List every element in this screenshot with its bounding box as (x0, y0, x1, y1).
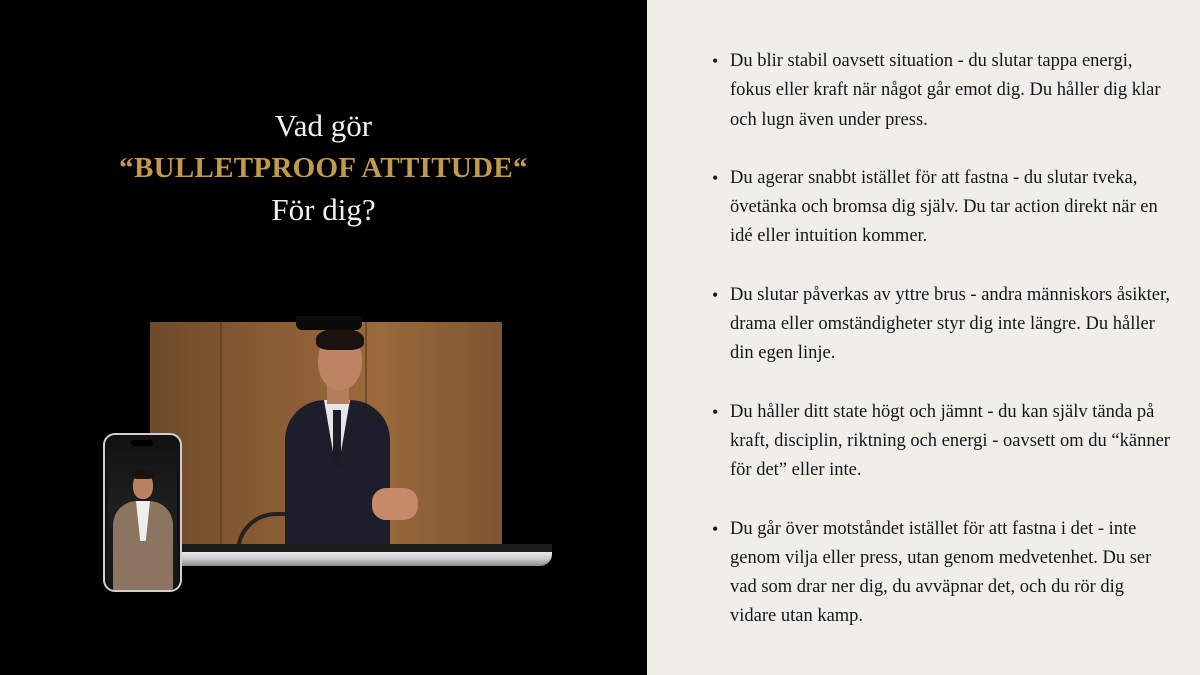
headline (40, 105, 607, 231)
phone-dynamic-island (131, 440, 153, 446)
headline-line-3: För dig? (271, 192, 376, 227)
benefit-item-1: • Du blir stabil oavsett situation - du slutar tappa energi, fokus eller kraft när något går emot dig. Du håller dig klar och lugn även under press. (712, 47, 1172, 135)
laptop-camera-notch (296, 316, 362, 330)
laptop-base (150, 552, 552, 566)
headline-highlight: “BULLETPROOF ATTITUDE“ (119, 152, 528, 184)
benefits-list (712, 47, 1172, 661)
benefit-item-3: • Du slutar påverkas av yttre brus - andra människors åsikter, drama eller omständigheter styr dig inte längre. Du håller din egen linje. (712, 281, 1172, 369)
headline-line-1: Vad gör (274, 108, 373, 143)
benefit-item-4: • Du håller ditt state högt och jämnt - du kan själv tända på kraft, disciplin, riktning och energi - oavsett om du “känner för det” eller inte. (712, 398, 1172, 486)
benefit-item-2: • Du agerar snabbt istället för att fastna - du slutar tveka, övetänka och bromsa dig själv. Du tar action direkt när en idé eller intuition kommer. (712, 164, 1172, 252)
phone-mockup (103, 433, 182, 592)
benefit-item-5: • Du går över motståndet istället för att fastna i det - inte genom vilja eller press, utan genom medvetenhet. Du ser vad som drar ner dig, du avväpnar det, och du rör dig vidare utan kamp. (712, 515, 1172, 632)
